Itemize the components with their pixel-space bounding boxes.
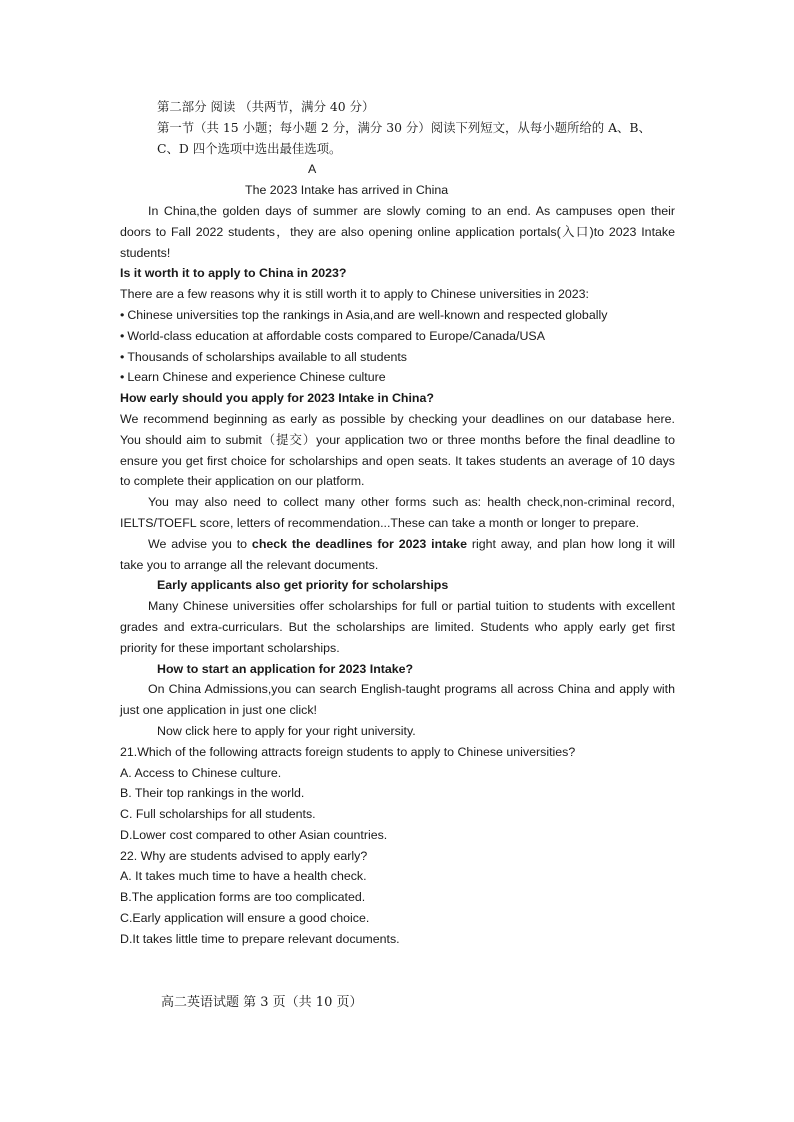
- advise-text-pre: We advise you to: [148, 536, 252, 551]
- question-22-option: C.Early application will ensure a good choice.: [120, 911, 370, 926]
- reason-item: • Thousands of scholarships available to all students: [120, 347, 675, 368]
- reason-item: • Chinese universities top the rankings in Asia,and are well-known and respected globally: [120, 305, 675, 326]
- heading-worth: Is it worth it to apply to China in 2023?: [120, 266, 347, 281]
- heading-start: How to start an application for 2023 Intake?: [157, 661, 414, 676]
- advise-text-bold: check the deadlines for 2023 intake: [251, 536, 467, 551]
- paragraph-admissions: On China Admissions,you can search English-taught programs all across China and apply with just one application in just one click!: [120, 682, 675, 718]
- paragraph-click: Now click here to apply for your right university.: [157, 723, 416, 738]
- passage-label: A: [308, 162, 317, 177]
- passage-title: The 2023 Intake has arrived in China: [245, 183, 449, 198]
- question-22-option: D.It takes little time to prepare relevant documents.: [120, 931, 400, 946]
- question-22-option: B.The application forms are too complicated.: [120, 890, 366, 905]
- heading-early: How early should you apply for 2023 Intake in China?: [120, 391, 434, 406]
- page-footer: 高二英语试题 第 3 页（共 10 页）: [161, 995, 363, 1010]
- part-title: 第二部分 阅读 （共两节，满分 40 分）: [157, 99, 375, 114]
- question-21-stem: 21.Which of the following attracts foreign students to apply to Chinese universities?: [120, 744, 576, 759]
- reason-item: • World-class education at affordable costs compared to Europe/Canada/USA: [120, 326, 675, 347]
- section-intro-line-2: C、D 四个选项中选出最佳选项。: [157, 140, 342, 156]
- paragraph-scholarships: Many Chinese universities offer scholarships for full or partial tuition to students with excellent grades and extra-curriculars. But the scholarships are limited. Students who apply early get first priority for these important scholarships.: [120, 599, 675, 655]
- reason-item: • Learn Chinese and experience Chinese culture: [120, 367, 675, 388]
- question-22-option: A. It takes much time to have a health check.: [120, 869, 367, 884]
- question-21-option: A. Access to Chinese culture.: [120, 765, 282, 780]
- advise-text-post: right away, and plan how long it will take you to arrange all the relevant documents.: [120, 536, 676, 572]
- question-22-stem: 22. Why are students advised to apply early?: [120, 848, 368, 863]
- paragraph-recommend: We recommend beginning as early as possible by checking your deadlines on our database here. You should aim to submit（提交）your application two or three months before the final deadline to ensure you get first choice for scholarships and open seats. It takes students an average of 10 days to complete their application on our platform.: [120, 411, 675, 489]
- question-21-option: B. Their top rankings in the world.: [120, 786, 305, 801]
- exam-page: [120, 97, 675, 950]
- heading-priority: Early applicants also get priority for scholarships: [157, 578, 449, 593]
- section-intro-line-1: 第一节（共 15 小题；每小题 2 分，满分 30 分）阅读下列短文，从每小题所给的 A、B、: [157, 119, 651, 135]
- question-21-option: D.Lower cost compared to other Asian countries.: [120, 827, 388, 842]
- reasons-lead: There are a few reasons why it is still worth it to apply to Chinese universities in 2023:: [120, 287, 589, 302]
- paragraph-forms: You may also need to collect many other forms such as: health check,non-criminal record, IELTS/TOEFL score, letters of recommendation...These can take a month or longer to prepare.: [120, 495, 675, 530]
- intro-paragraph: In China,the golden days of summer are slowly coming to an end. As campuses open their doors to Fall 2022 students，they are also opening online application portals(入口)to 2023 Intake students!: [120, 203, 675, 260]
- paragraph-advise: [120, 534, 675, 576]
- question-21-option: C. Full scholarships for all students.: [120, 807, 316, 822]
